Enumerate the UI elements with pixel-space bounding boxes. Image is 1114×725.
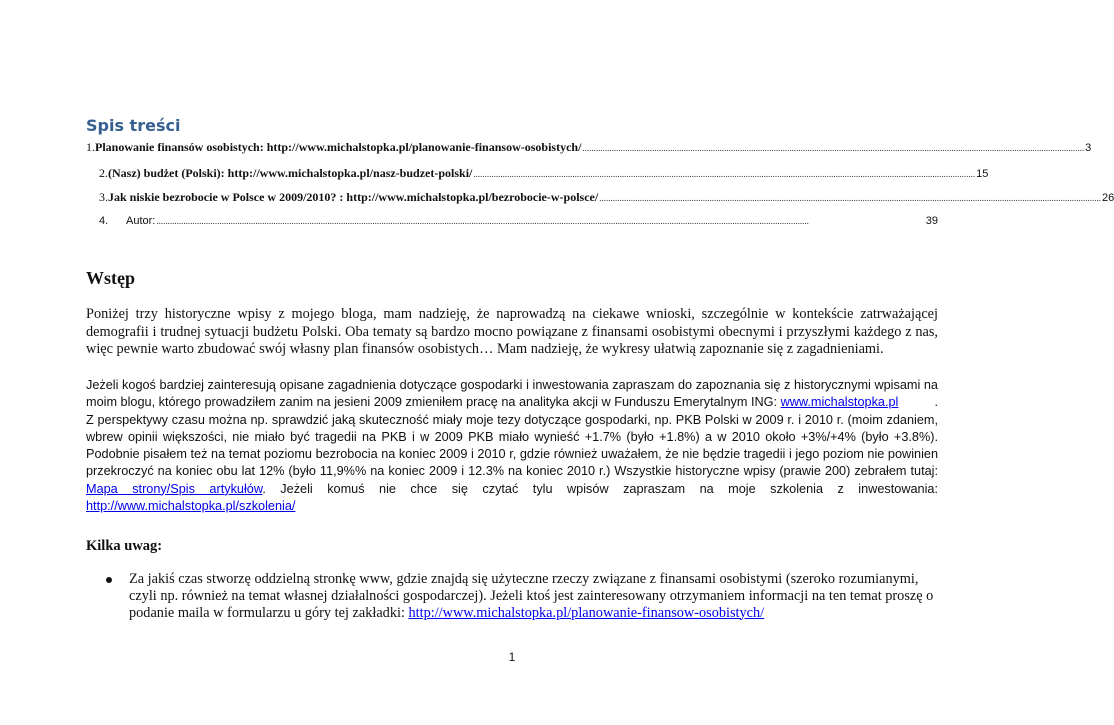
toc-leader-dots: ............................................................................................................................................................................................................................... xyxy=(582,143,1085,153)
history-text-a: Jeżeli kogoś bardziej zainteresują opisane zagadnienia dotyczące gospodarki i inwestowania zapraszam do zapoznania się z historycznymi wpisami na moim blogu, którego prowadziłem zanim na jesieni 2009 zmieniłem pracę na analityka akcji w Funduszu Emerytalnym ING: xyxy=(86,378,938,410)
toc-item-page: 39 xyxy=(925,215,938,227)
toc-item-number: 2. xyxy=(99,166,108,180)
toc-item-text: Planowanie finansów osobistych: http://www.michalstopka.pl/planowanie-finansow-osobistych/ xyxy=(95,140,582,154)
planning-link[interactable]: http://www.michalstopka.pl/planowanie-finansow-osobistych/ xyxy=(408,604,765,621)
toc-leader-dots: .................................................................................................................................................................................................................................................................................................. xyxy=(156,216,809,226)
toc-item-page: 3 xyxy=(1085,142,1092,154)
intro-paragraph: Poniżej trzy historyczne wpisy z mojego bloga, mam nadzieję, że naprowadzą na ciekawe wnioski, szczególnie w kontekście zatrważającej demografii i trudnej sytuacji budżetu Polski. Oba tematy są bardzo mocno powiązane z finansami osobistymi obecnymi i przyszłymi każdego z nas, więc pewnie warto zbudować swój własny plan finansów osobistych… Mam nadzieję, że wykresy ułatwią zapoznanie się z zagadnieniami. xyxy=(86,306,938,357)
toc-item-page: 26 xyxy=(1101,192,1114,204)
training-link[interactable]: http://www.michalstopka.pl/szkolenia/ xyxy=(86,499,296,514)
toc-item-number: 3. xyxy=(99,190,108,204)
sitemap-link[interactable]: Mapa strony/Spis artykułów xyxy=(86,481,263,496)
toc-item-page: 15 xyxy=(976,168,989,180)
toc-item-text: Autor: xyxy=(126,215,156,227)
blog-link[interactable]: www.michalstopka.pl xyxy=(780,395,899,410)
section-heading-wstep: Wstęp xyxy=(86,268,135,288)
history-text-c: . Jeżeli komuś nie chce się czytać tylu wpisów zapraszam na moje szkolenia z inwestowania: xyxy=(262,481,938,496)
history-paragraph xyxy=(86,377,938,515)
toc-leader-dots: ............................................................................................................................................................................................................................... xyxy=(473,169,976,179)
toc-item[interactable] xyxy=(86,140,1092,155)
bullet-text xyxy=(129,571,941,621)
page-number: 1 xyxy=(508,650,516,664)
toc-item-number: 4. xyxy=(99,215,109,227)
toc-item[interactable] xyxy=(99,215,938,227)
toc-leader-dots: ............................................................................................................................................................................................................................... xyxy=(599,193,1101,203)
bullet-body: Za jakiś czas stworzę oddzielną stronkę www, gdzie znajdą się użyteczne rzeczy związane z finansami osobistymi (szeroko rozumianymi, czyli np. również na temat własnej działalności gospodarczej). Jeżeli ktoś jest zainteresowany otrzymaniem informacji na ten temat proszę o podanie maila w formularzu u góry tej zakładki: xyxy=(129,571,934,621)
toc-item-text: Jak niskie bezrobocie w Polsce w 2009/2010? : http://www.michalstopka.pl/bezrobocie-w-polsce/ xyxy=(108,190,599,204)
trailing-dot: . xyxy=(934,395,938,410)
toc-item-text: (Nasz) budżet (Polski): http://www.michalstopka.pl/nasz-budzet-polski/ xyxy=(108,166,473,180)
toc-title: Spis treści xyxy=(86,116,181,135)
toc-item[interactable] xyxy=(99,190,1114,205)
bullet-dot-icon xyxy=(106,577,112,583)
toc-item-number: 1. xyxy=(86,140,95,154)
section-heading-uwagi: Kilka uwag: xyxy=(86,538,163,554)
history-text-b: Z perspektywy czasu można np. sprawdzić jaką skuteczność miały moje tezy dotyczące gospodarki, np. PKB Polski w 2009 r. i 2010 r. (moim zdaniem, wbrew opinii większości, nie miało być tragedii na PKB i w 2009 PKB miało wynieść +1.7% (było +1.8%) a w 2010 około +3%/+4% (było +3.8%). Podobnie pisałem też na temat poziomu bezrobocia na koniec 2009 i 2010 r, gdzie również uważałem, że nie będzie tragedii i jego poziom nie powinien przekroczyć na koniec obu lat 12% (było 11,9%% na koniec 2009 i 12.3% na koniec 2010 r.) Wszystkie historyczne wpisy (prawie 200) zebrałem tutaj: xyxy=(86,412,938,479)
toc-item[interactable] xyxy=(99,166,989,181)
